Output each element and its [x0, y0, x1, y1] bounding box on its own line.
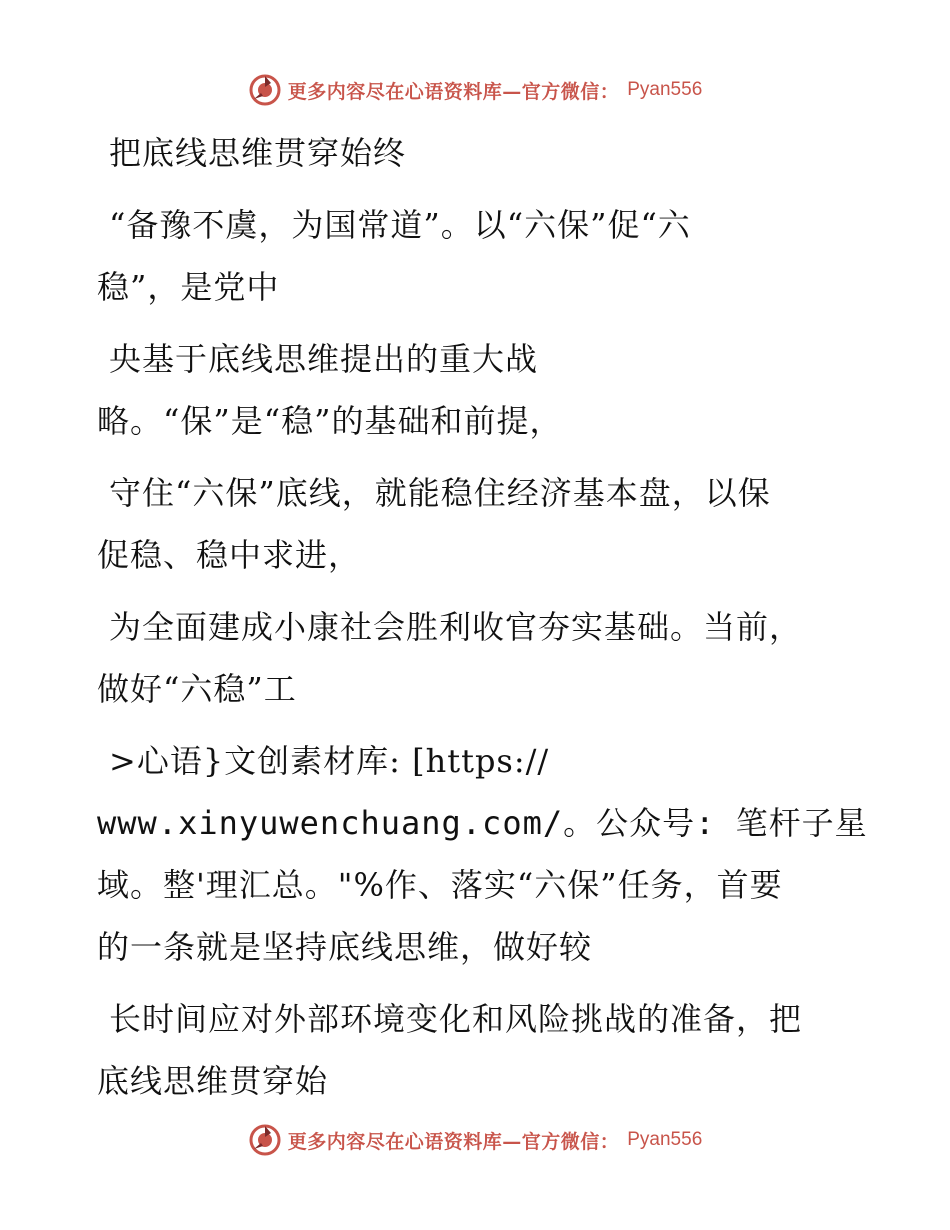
text-line-10: >心语}文创素材库: [https://: [109, 742, 550, 780]
document-body: [97, 122, 868, 1112]
text-line-2: “备豫不虞，为国常道”。以“六保”促“六: [109, 206, 691, 244]
text-line-1: 把底线思维贯穿始终: [109, 134, 407, 172]
footer-banner-text: 更多内容尽在心语资料库—官方微信：: [287, 1130, 620, 1153]
text-line-3: 稳”，是党中: [97, 268, 280, 306]
text-line-13: 的一条就是坚持底线思维，做好较: [97, 928, 593, 966]
text-line-12: 域。整'理汇总。"%作、落实“六保”任务，首要: [97, 866, 783, 904]
text-line-4: 央基于底线思维提出的重大战: [109, 340, 539, 378]
text-line-11: www.xinyuwenchuang.com/。公众号: 笔杆子星: [97, 804, 868, 842]
logo-icon: [248, 1123, 282, 1157]
header-banner: [0, 70, 950, 110]
text-line-14: 长时间应对外部环境变化和风险挑战的准备，把: [109, 1000, 803, 1038]
header-banner-brand: Pyan556: [627, 79, 703, 100]
logo-icon: [248, 73, 282, 107]
text-line-15: 底线思维贯穿始: [97, 1062, 329, 1100]
header-banner-content: [248, 73, 703, 107]
header-banner-text: 更多内容尽在心语资料库—官方微信：: [287, 80, 620, 103]
footer-banner-brand: Pyan556: [627, 1129, 703, 1150]
footer-banner: [0, 1120, 950, 1160]
text-line-7: 促稳、稳中求进，: [97, 536, 362, 574]
text-line-8: 为全面建成小康社会胜利收官夯实基础。当前，: [109, 608, 803, 646]
text-line-9: 做好“六稳”工: [97, 670, 297, 708]
footer-banner-content: [248, 1123, 703, 1157]
text-line-6: 守住“六保”底线，就能稳住经济基本盘，以保: [109, 474, 771, 512]
text-line-5: 略。“保”是“稳”的基础和前提，: [97, 402, 563, 440]
